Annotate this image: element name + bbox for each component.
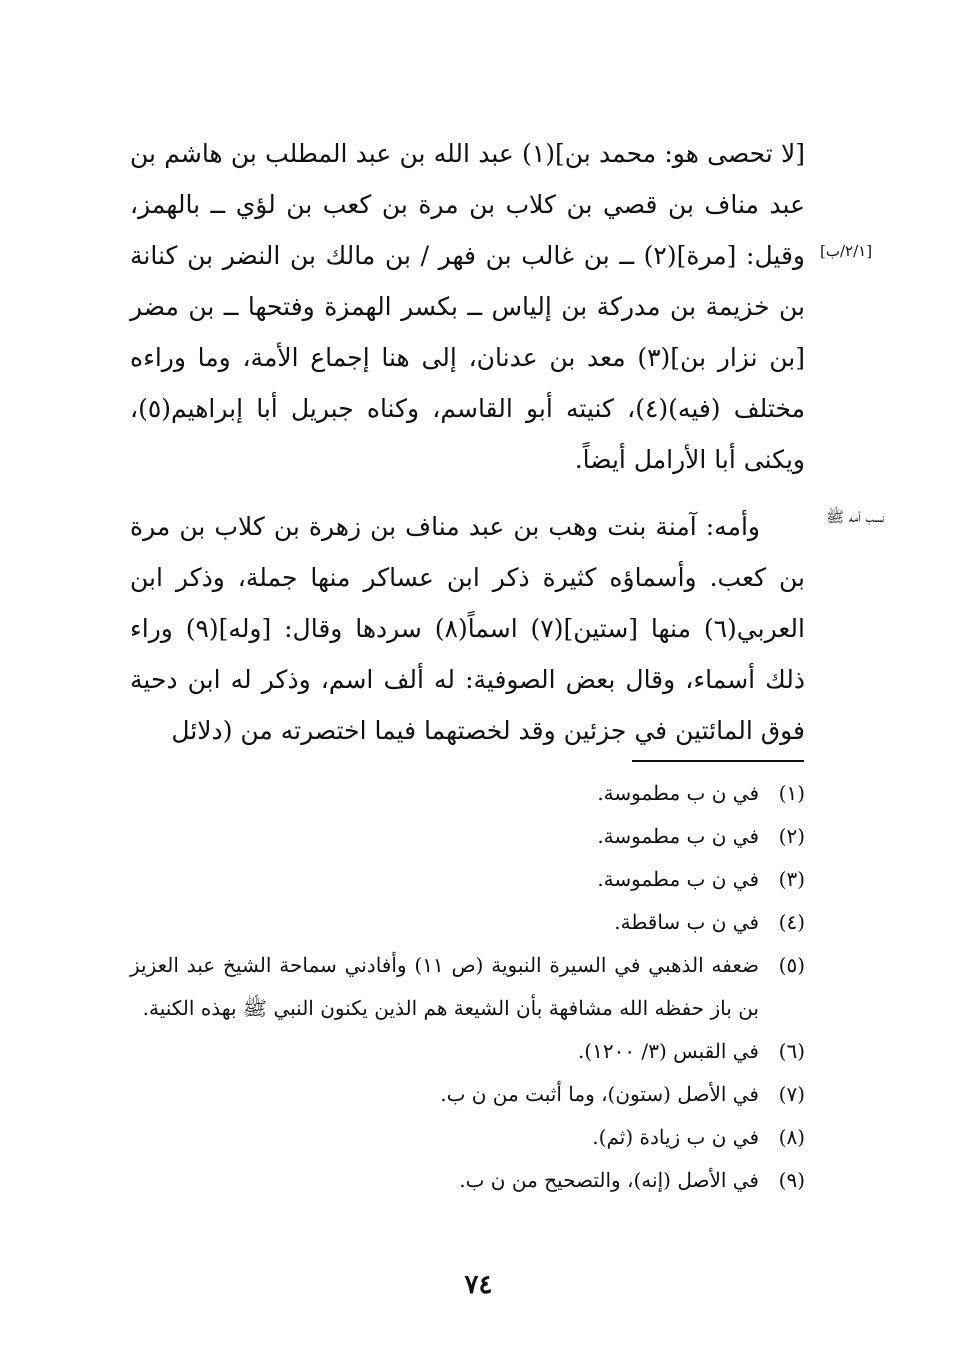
margin-topic-heading: نسب أمه ﷺ	[826, 508, 885, 526]
footnote-item	[130, 1073, 805, 1116]
footnote-item	[130, 944, 805, 1030]
footnote-text: في الأصل (ستون)، وما أثبت من ن ب.	[440, 1082, 759, 1106]
footnote-text: في ن ب زيادة (ثم).	[592, 1125, 759, 1149]
footnote-text: في ن ب مطموسة.	[597, 824, 759, 848]
footnote-number: (٦)	[778, 1039, 805, 1063]
footnote-item	[130, 772, 805, 815]
footnote-number: (٣)	[778, 867, 805, 891]
footnote-text: في القبس (٣/ ١٢٠٠).	[577, 1039, 759, 1063]
page-number: ٧٤	[464, 1270, 493, 1300]
footnote-text: في ن ب ساقطة.	[614, 910, 759, 934]
footnote-item	[130, 1116, 805, 1159]
footnote-item	[130, 1030, 805, 1073]
footnote-number: (٨)	[778, 1125, 805, 1149]
footnote-item	[130, 858, 805, 901]
footnote-item	[130, 1159, 805, 1202]
margin-folio-reference: [٢/١/ب]	[820, 242, 873, 260]
footnote-text: في الأصل (إنه)، والتصحيح من ن ب.	[459, 1168, 759, 1192]
footnote-text: في ن ب مطموسة.	[597, 867, 759, 891]
footnotes	[130, 772, 805, 1202]
footnote-separator	[632, 760, 804, 762]
footnote-text: ضعفه الذهبي في السيرة النبوية (ص ١١) وأفادني سماحة الشيخ عبد العزيز بن باز حفظه الله مشافهة بأن الشيعة هم الذين يكنون النبي ﷺ بهذه الكنية.	[130, 953, 759, 1020]
footnote-item	[130, 815, 805, 858]
paragraph-mother: وأمه: آمنة بنت وهب بن عبد مناف بن زهرة بن كلاب بن مرة بن كعب. وأسماؤه كثيرة ذكر ابن عساكر منها جملة، وذكر ابن العربي(٦) منها [ستين](٧) اسماً(٨) سردها وقال: [وله](٩) وراء ذلك أسماء، وقال بعض الصوفية: له ألف اسم، وذكر له ابن دحية فوق المائتين في جزئين وقد لخصتهما فيما اختصرته من (دلائل	[130, 512, 805, 745]
footnote-number: (٥)	[778, 953, 805, 977]
footnote-text: في ن ب مطموسة.	[597, 781, 759, 805]
footnote-number: (٧)	[778, 1082, 805, 1106]
footnote-item	[130, 901, 805, 944]
footnote-number: (٤)	[778, 910, 805, 934]
main-text	[130, 128, 805, 756]
footnote-number: (١)	[778, 781, 805, 805]
paragraph-lineage: [لا تحصى هو: محمد بن](١) عبد الله بن عبد المطلب بن هاشم بن عبد مناف بن قصي بن كلاب بن مرة بن كعب بن لؤي ــ بالهمز، وقيل: [مرة](٢) ــ بن غالب بن فهر / بن مالك بن النضر بن كنانة بن خزيمة بن مدركة بن إلياس ــ بكسر الهمزة وفتحها ــ بن مضر [بن نزار بن](٣) معد بن عدنان، إلى هنا إجماع الأمة، وما وراءه مختلف (فيه)(٤)، كنيته أبو القاسم، وكناه جبريل أبا إبراهيم(٥)، ويكنى أبا الأرامل أيضاً.	[130, 139, 806, 474]
footnote-number: (٢)	[778, 824, 805, 848]
footnote-number: (٩)	[778, 1168, 805, 1192]
